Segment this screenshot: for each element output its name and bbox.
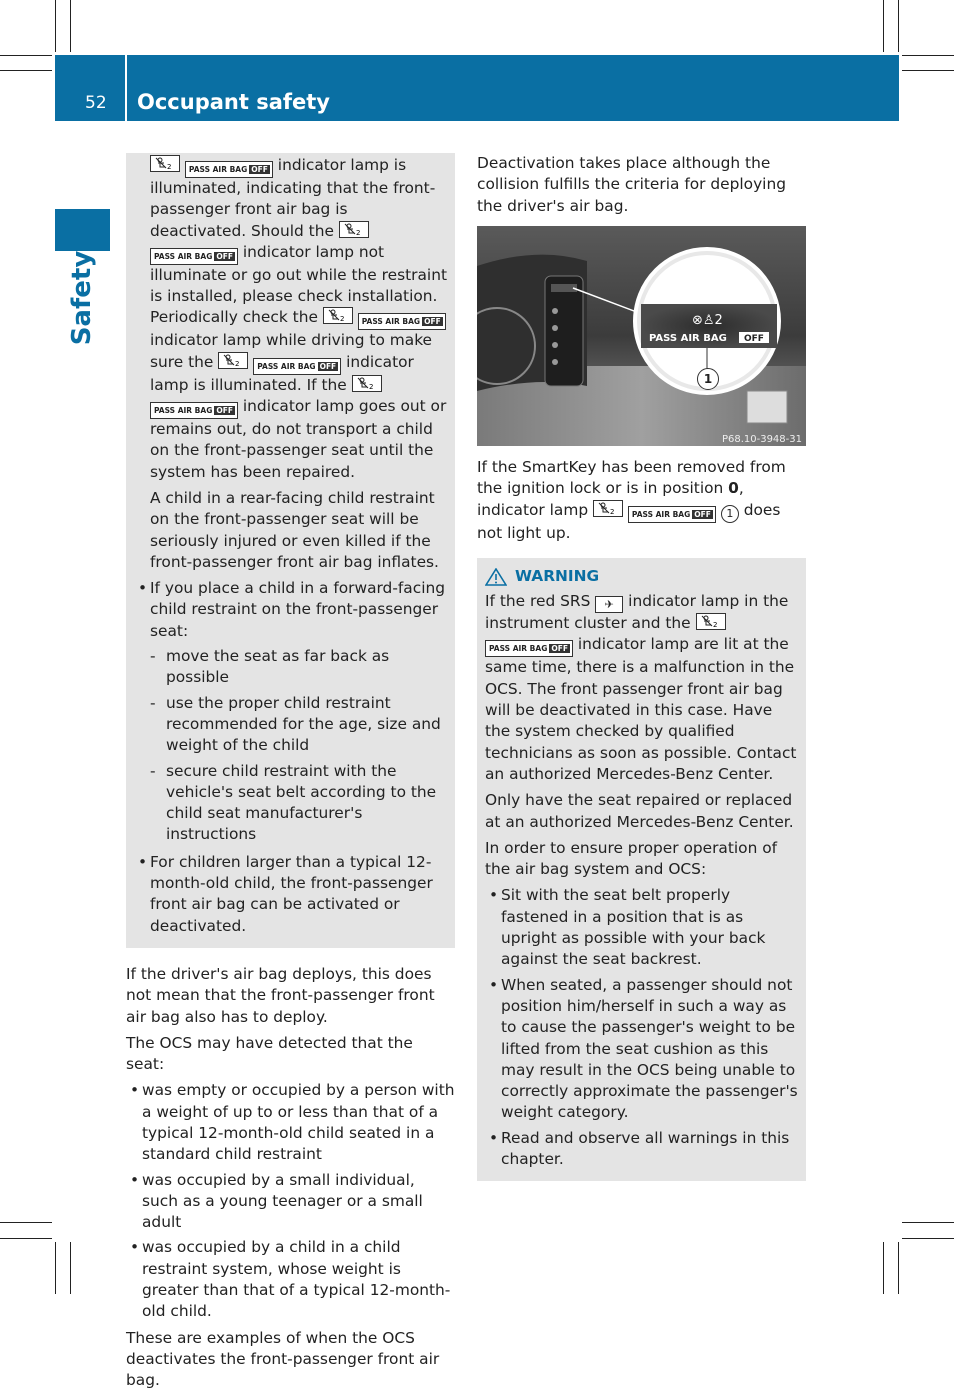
page-number: 52 xyxy=(85,93,107,113)
list-item: • was occupied by a small individual, such as a young teenager or a small adult xyxy=(126,1170,455,1234)
passenger-airbag-icon xyxy=(339,221,369,238)
callout-reference: 1 xyxy=(721,505,739,523)
list-item: • Read and observe all warnings in this chapter. xyxy=(485,1128,798,1171)
crop-mark xyxy=(0,55,52,56)
page-title: Occupant safety xyxy=(137,90,330,114)
side-tab xyxy=(55,209,110,251)
text-paragraph: If the driver's air bag deploys, this does not mean that the front-passenger front air bag also has to deploy. xyxy=(126,964,435,1026)
warning-header xyxy=(485,566,798,587)
list-item: • was empty or occupied by a person with a weight of up to or less than that of a typical 12-month-old child seated in a standard child restraint xyxy=(126,1080,455,1165)
crop-mark xyxy=(55,0,56,52)
callout-marker: 1 xyxy=(697,368,719,390)
pass-airbag-off-icon: PASS AIR BAG OFF xyxy=(628,506,716,523)
crop-mark xyxy=(883,1242,884,1294)
box-paragraph-2: A child in a rear-facing child restraint on the front-passenger seat will be seriously injured or even killed if the front-passenger front air bag inflates. xyxy=(150,488,439,571)
svg-text:PASS AIR BAG: PASS AIR BAG xyxy=(649,333,727,344)
svg-text:2: 2 xyxy=(355,228,361,236)
svg-text:2: 2 xyxy=(712,621,718,629)
warning-paragraph: If the red SRS ✈︎ indicator lamp in the instrument cluster and the 2 PASS AIR BAG OFF indicator lamp are lit at the same time, there is a malfunction in the OCS. The front passenger front air bag will be deactivated in this case. Have the system checked by qualified technicians as soon as possible. Contact an authorized Mercedes-Benz Center. xyxy=(485,592,797,783)
list-item: - secure child restraint with the vehicle's seat belt according to the child seat manufacturer's instructions xyxy=(150,761,447,846)
svg-text:2: 2 xyxy=(167,163,172,170)
passenger-airbag-icon xyxy=(696,613,726,630)
list-item: • Sit with the seat belt properly fastened in a position that is as upright as possible with your back against the seat backrest. xyxy=(485,885,798,970)
warning-paragraph: In order to ensure proper operation of the air bag system and OCS: xyxy=(485,838,778,879)
list-item: - move the seat as far back as possible xyxy=(150,646,447,689)
passenger-airbag-icon xyxy=(352,375,382,392)
pass-airbag-off-icon: PASS AIR BAG OFF xyxy=(485,640,573,657)
list-item: • When seated, a passenger should not position him/herself in such a way as to cause the passenger's weight to be lifted from the seat cushion as this may result in the OCS being unable to correctly approximate the passenger's weight category. xyxy=(485,975,798,1124)
dashboard-photo xyxy=(477,226,806,446)
pass-airbag-off-icon: PASS AIR BAG OFF xyxy=(253,358,341,375)
box-bullet-list xyxy=(134,578,447,937)
crop-mark xyxy=(55,1242,56,1294)
crop-mark xyxy=(70,1242,71,1294)
passenger-airbag-icon xyxy=(593,500,623,517)
crop-mark xyxy=(883,0,884,52)
pass-airbag-off-icon: PASS AIR BAG OFF xyxy=(150,402,238,419)
svg-text:2: 2 xyxy=(610,507,615,515)
side-tab-label: Safety xyxy=(67,250,97,346)
left-column xyxy=(126,153,455,1397)
crop-mark xyxy=(902,55,954,56)
bullet-list xyxy=(126,1080,455,1322)
crop-mark xyxy=(902,1238,954,1239)
crop-mark xyxy=(0,1222,52,1223)
crop-mark xyxy=(898,0,899,52)
right-column-top xyxy=(477,153,806,222)
passenger-airbag-icon xyxy=(150,155,180,172)
warning-box xyxy=(477,558,806,1181)
svg-text:2: 2 xyxy=(339,315,345,323)
list-item: • For children larger than a typical 12-month-old child, the front-passenger front air bag can be activated or deactivated. xyxy=(134,852,447,937)
pass-airbag-off-icon: PASS AIR BAG OFF xyxy=(150,248,238,265)
header-divider xyxy=(125,55,127,121)
list-item: • If you place a child in a forward-facing child restraint on the front-passenger seat: - move the seat as far back as possible - use the proper child restraint recommended for the age, size and weight of the child - secure child restraint with the vehicle's seat belt according to the child seat manufacturer's instructions xyxy=(134,578,447,846)
passenger-airbag-icon xyxy=(218,352,248,369)
pass-airbag-off-icon: PASS AIR BAG OFF xyxy=(358,313,446,330)
svg-text:2: 2 xyxy=(368,382,374,390)
list-item: - use the proper child restraint recommended for the age, size and weight of the child xyxy=(150,693,447,757)
svg-text:⊗♙2: ⊗♙2 xyxy=(692,313,723,328)
left-info-box xyxy=(126,153,455,948)
crop-mark xyxy=(0,1238,52,1239)
srs-icon: ✈︎ xyxy=(595,596,623,613)
warning-title: WARNING xyxy=(515,566,600,585)
list-item: • was occupied by a child in a child restraint system, whose weight is greater than that of a typical 12-month-old child. xyxy=(126,1237,455,1322)
svg-text:OFF: OFF xyxy=(744,334,764,344)
text-paragraph: These are examples of when the OCS deactivates the front-passenger front air bag. xyxy=(126,1328,440,1390)
passenger-airbag-icon xyxy=(323,307,353,324)
pass-airbag-off-icon: PASS AIR BAG OFF xyxy=(185,161,273,178)
svg-text:2: 2 xyxy=(235,359,240,367)
page-header xyxy=(55,55,899,121)
warning-triangle-icon xyxy=(485,568,507,586)
right-column-bottom xyxy=(477,457,806,1181)
crop-mark xyxy=(0,70,52,71)
box-paragraph-1: 2 PASS AIR BAG OFF indicator lamp is illuminated, indicating that the front-passenger front air bag is deactivated. Should the 2 PASS AIR BAG OFF indicator lamp not illuminate or go out while the restraint is installed, please check installation. Periodically check the 2 PASS AIR BAG OFF indicator lamp while driving to make sure the 2 PASS AIR BAG OFF indicator lamp is illuminated. If the 2 PASS AIR BAG OFF indicator lamp goes out or remains out, do not transport a child on the front-passenger seat until the system has been repaired. xyxy=(150,156,447,481)
crop-mark xyxy=(898,1242,899,1294)
warning-paragraph: Only have the seat repaired or replaced at an authorized Mercedes-Benz Center. xyxy=(485,791,794,831)
image-reference-code: P68.10-3948-31 xyxy=(721,434,802,445)
dash-list xyxy=(150,646,447,846)
warning-bullet-list xyxy=(485,885,798,1170)
text-paragraph: Deactivation takes place although the collision fulfills the criteria for deploying the driver's air bag. xyxy=(477,154,786,215)
crop-mark xyxy=(70,0,71,52)
text-paragraph: The OCS may have detected that the seat: xyxy=(126,1033,413,1074)
text-paragraph: If the SmartKey has been removed from the ignition lock or is in position 0, indicator lamp 2 PASS AIR BAG OFF 1 does not light up. xyxy=(477,458,786,542)
crop-mark xyxy=(902,70,954,71)
crop-mark xyxy=(902,1222,954,1223)
